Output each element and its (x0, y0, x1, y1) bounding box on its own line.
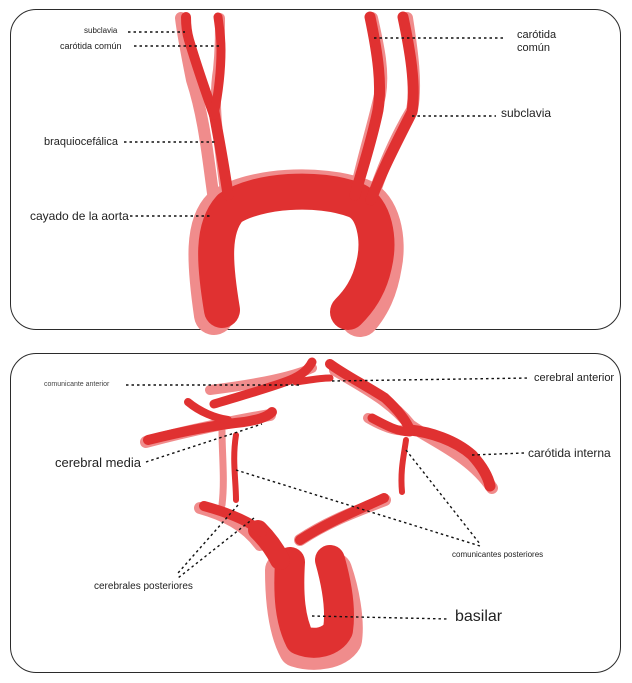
label-anterior-communicating: comunicante anterior (44, 381, 110, 388)
label-basilar: basilar (455, 608, 503, 625)
label-left-subclavia: subclavia (501, 106, 552, 120)
left-common-carotid-artery (355, 17, 380, 195)
basilar-artery (289, 560, 339, 643)
left-posterior-communicating-artery (234, 435, 236, 500)
label-left-common-carotid: carótida común (517, 29, 557, 54)
right-posterior-cerebral-artery (300, 498, 384, 540)
label-posterior-communicating: comunicantes posteriores (452, 550, 544, 559)
label-right-subclavia: subclavia (84, 26, 118, 35)
label-brachiocephalic: braquiocefálica (44, 136, 118, 148)
label-right-common-carotid: carótida común (60, 41, 122, 51)
aortic-arch (216, 192, 376, 312)
label-internal-carotid: carótida interna (528, 446, 611, 460)
label-anterior-cerebral: cerebral anterior (534, 372, 615, 384)
label-middle-cerebral: cerebral media (55, 455, 141, 470)
anterior-communicating-artery (296, 378, 330, 382)
label-posterior-cerebral: cerebrales posteriores (94, 581, 193, 592)
label-aortic-arch: cayado de la aorta (30, 209, 129, 223)
right-posterior-communicating-artery (401, 440, 406, 492)
